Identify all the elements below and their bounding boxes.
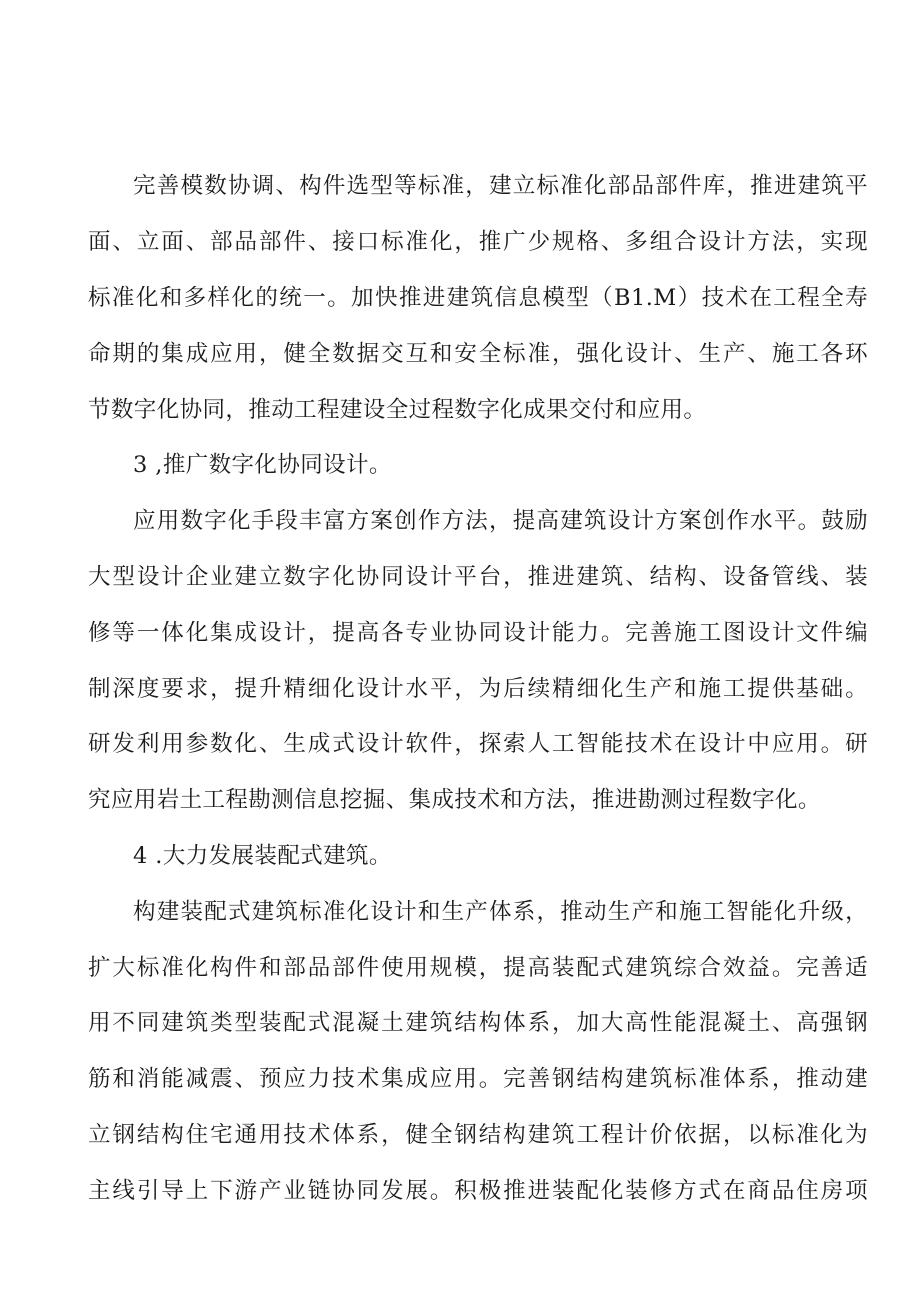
paragraph-3-line-6: 主线引导上下游产业链协同发展。积极推进装配化装修方式在商品住房项 — [88, 1178, 868, 1204]
paragraph-2-line-4: 制深度要求，提升精细化设计水平，为后续精细化生产和施工提供基础。 — [88, 676, 868, 702]
paragraph-2-line-2: 大型设计企业建立数字化协同设计平台，推进建筑、结构、设备管线、装 — [88, 564, 868, 590]
paragraph-1-line-1: 完善模数协调、构件选型等标准，建立标准化部品部件库，推进建筑平 — [133, 173, 868, 199]
paragraph-3-line-3: 用不同建筑类型装配式混凝土建筑结构体系，加大高性能混凝土、高强钢 — [88, 1010, 868, 1036]
paragraph-1-line-5: 节数字化协同，推动工程建设全过程数字化成果交付和应用。 — [88, 397, 707, 423]
paragraph-2-line-5: 研发利用参数化、生成式设计软件，探索人工智能技术在设计中应用。研 — [88, 731, 868, 757]
paragraph-3-line-4: 筋和消能减震、预应力技术集成应用。完善钢结构建筑标准体系，推动建 — [88, 1066, 868, 1092]
paragraph-2-line-6: 究应用岩土工程勘测信息挖掘、集成技术和方法，推进勘测过程数字化。 — [88, 787, 821, 813]
section-heading-3: 3 ,推广数字化协同设计。 — [133, 452, 392, 478]
paragraph-2-line-3: 修等一体化集成设计，提高各专业协同设计能力。完善施工图设计文件编 — [88, 620, 868, 646]
paragraph-3-line-1: 构建装配式建筑标准化设计和生产体系，推动生产和施工智能化升级， — [133, 899, 868, 925]
paragraph-3-line-5: 立钢结构住宅通用技术体系，健全钢结构建筑工程计价依据，以标准化为 — [88, 1122, 868, 1148]
paragraph-3-line-2: 扩大标准化构件和部品部件使用规模，提高装配式建筑综合效益。完善适 — [88, 955, 868, 981]
paragraph-1-line-2: 面、立面、部品部件、接口标准化，推广少规格、多组合设计方法，实现 — [88, 229, 868, 255]
paragraph-2-line-1: 应用数字化手段丰富方案创作方法，提高建筑设计方案创作水平。鼓励 — [133, 508, 868, 534]
section-heading-4: 4 .大力发展装配式建筑。 — [133, 843, 392, 869]
paragraph-1-line-3: 标准化和多样化的统一。加快推进建筑信息模型（B1.M）技术在工程全寿 — [88, 285, 868, 311]
paragraph-1-line-4: 命期的集成应用，健全数据交互和安全标准，强化设计、生产、施工各环 — [88, 341, 868, 367]
